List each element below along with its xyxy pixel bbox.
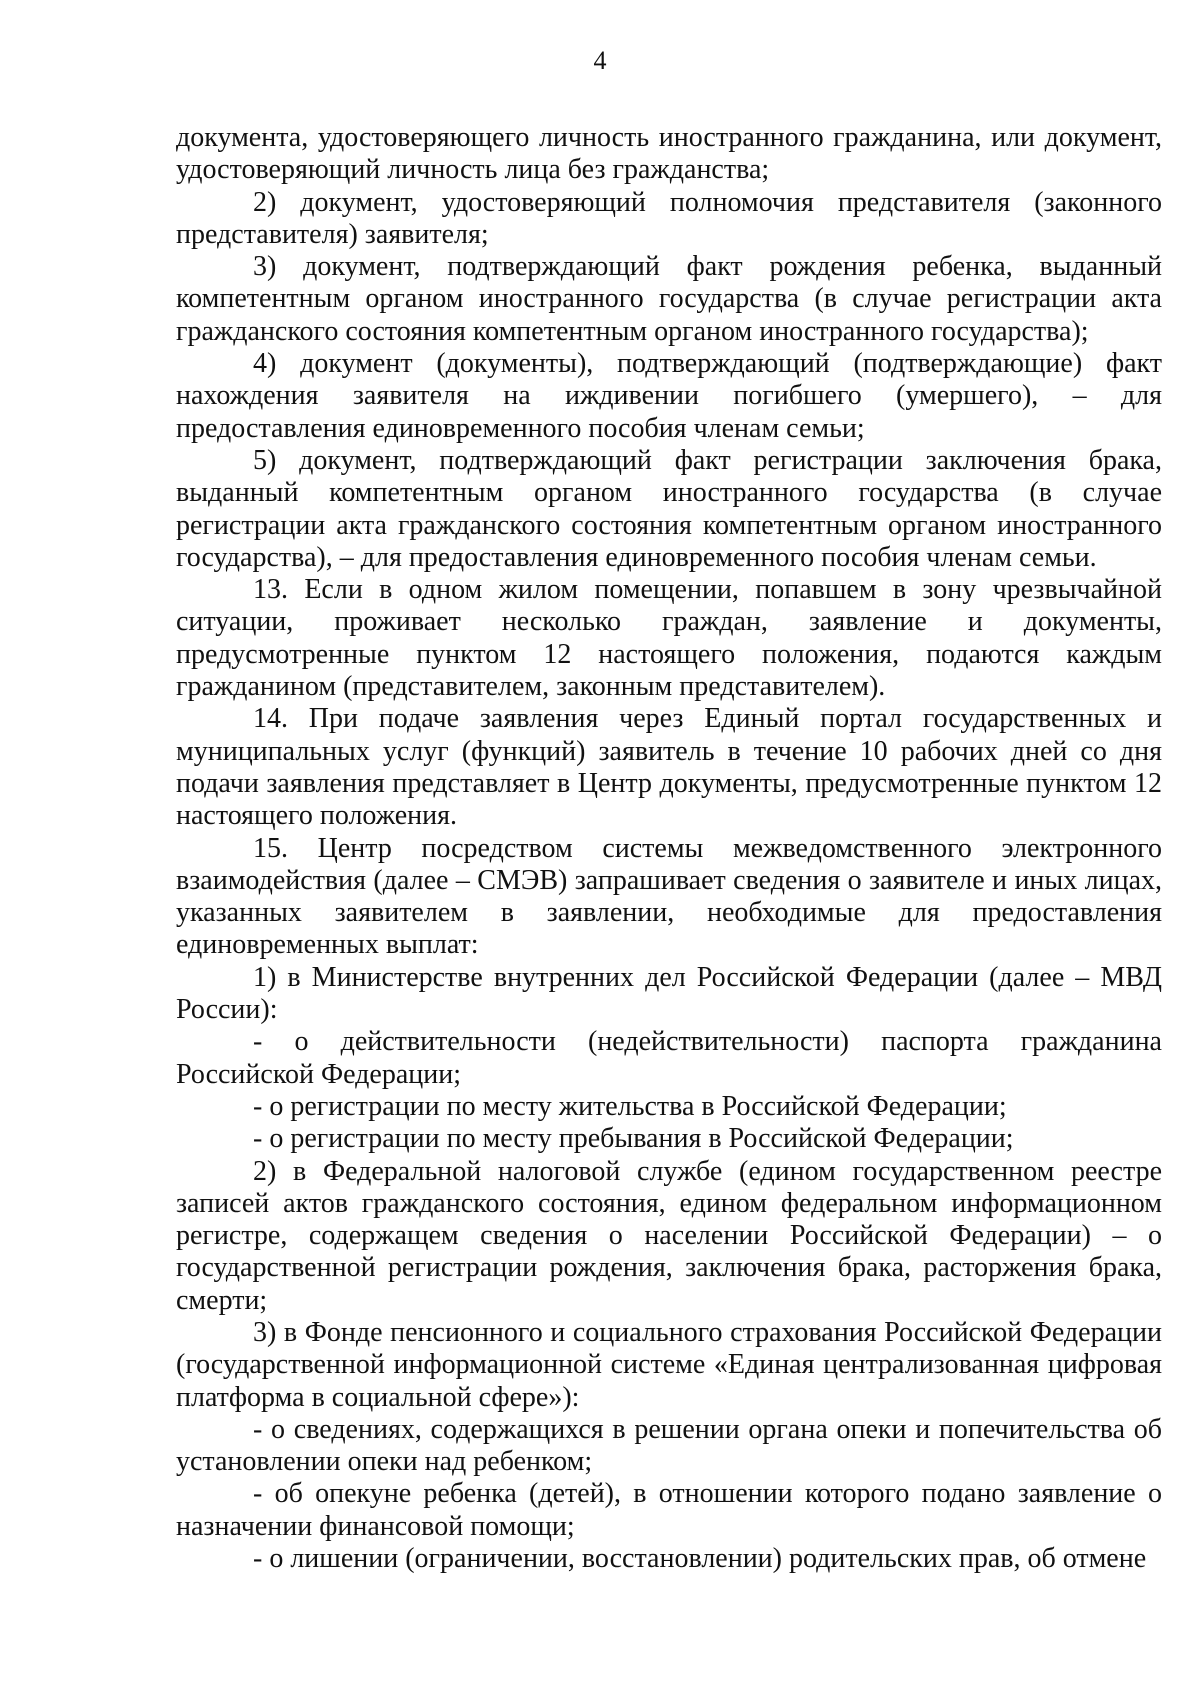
clause-13: 13. Если в одном жилом помещении, попавшем в зону чрезвычайной ситуации, проживает несколько граждан, заявление и документы, предусмотренные пунктом 12 настоящего положения, подаются каждым гражданином (представителем, законным представителем). [176, 574, 1162, 703]
page-number: 4 [593, 46, 607, 75]
dash-item-passport: - о действительности (недействительности) паспорта гражданина Российской Федерации; [176, 1026, 1162, 1090]
clause-14: 14. При подаче заявления через Единый портал государственных и муниципальных услуг (функций) заявитель в течение 10 рабочих дней со дня подачи заявления представляет в Центр документы, предусмотренные пунктом 12 настоящего положения. [176, 703, 1162, 832]
list-item-3: 3) документ, подтверждающий факт рождения ребенка, выданный компетентным органом иностранного государства (в случае регистрации акта гражданского состояния компетентным органом иностранного государства); [176, 251, 1162, 347]
list-item-2: 2) документ, удостоверяющий полномочия представителя (законного представителя) заявителя; [176, 186, 1162, 250]
dash-item-residence: - о регистрации по месту жительства в Российской Федерации; [253, 1090, 1007, 1122]
dash-item-guardian: - об опекуне ребенка (детей), в отношении которого подано заявление о назначении финансовой помощи; [176, 1478, 1162, 1542]
dash-item-parental-rights: - о лишении (ограничении, восстановлении) родительских прав, об отмене [253, 1543, 1147, 1575]
dash-item-guardianship: - о сведениях, содержащихся в решении органа опеки и попечительства об установлении опеки над ребенком; [176, 1413, 1162, 1478]
list-item-5: 5) документ, подтверждающий факт регистрации заключения брака, выданный компетентным органом иностранного государства (в случае регистрации акта гражданского состояния компетентным органом иностранного государства), – для предоставления единовременного пособия членам семьи. [176, 444, 1162, 573]
list-item-4: 4) документ (документы), подтверждающий (подтверждающие) факт нахождения заявителя на иждивении погибшего (умершего), – для предоставления единовременного пособия членам семьи; [176, 348, 1162, 444]
list-item-1-mvd: 1) в Министерстве внутренних дел Российской Федерации (далее – МВД России): [176, 961, 1162, 1026]
document-body [176, 122, 1162, 1575]
clause-15: 15. Центр посредством системы межведомственного электронного взаимодействия (далее – СМЭВ) запрашивает сведения о заявителе и иных лицах, указанных заявителем в заявлении, необходимые для предоставления единовременных выплат: [176, 832, 1162, 961]
paragraph-continuation: документа, удостоверяющего личность иностранного гражданина, или документ, удостоверяющий личность лица без гражданства; [176, 122, 1162, 186]
list-item-2-fns: 2) в Федеральной налоговой службе (едином государственном реестре записей актов гражданского состояния, едином федеральном информационном регистре, содержащем сведения о населении Российской Федерации) – о государственной регистрации рождения, заключения брака, расторжения брака, смерти; [176, 1155, 1162, 1316]
dash-item-stay: - о регистрации по месту пребывания в Российской Федерации; [253, 1123, 1014, 1155]
list-item-3-sfr: 3) в Фонде пенсионного и социального страхования Российской Федерации (государственной информационной системе «Единая централизованная цифровая платформа в социальной сфере»): [176, 1316, 1162, 1413]
